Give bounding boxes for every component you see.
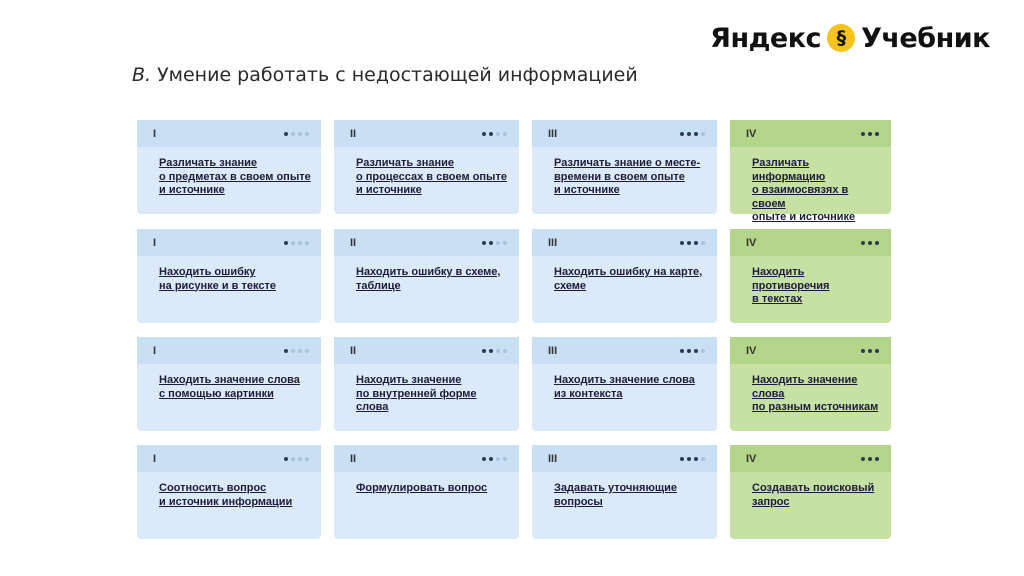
level-dots-icon	[284, 132, 309, 136]
level-dot	[875, 457, 879, 461]
level-dots-icon	[284, 241, 309, 245]
level-label: II	[350, 236, 357, 249]
skill-link[interactable]: Находить значение слова из контекста	[554, 374, 695, 400]
level-dots-icon	[861, 241, 879, 245]
level-dots-icon	[861, 132, 879, 136]
level-dots-icon	[680, 241, 705, 245]
skill-card[interactable]	[334, 445, 519, 539]
skill-card[interactable]	[137, 229, 321, 323]
level-dots-icon	[680, 349, 705, 353]
level-dots-icon	[861, 349, 879, 353]
skill-card[interactable]	[532, 120, 717, 214]
level-dot	[305, 241, 309, 245]
level-dot	[861, 349, 865, 353]
level-dot	[284, 457, 288, 461]
slide-title-letter: B.	[132, 64, 152, 86]
skill-link[interactable]: Различать знание о предметах в своем опыте и источнике	[159, 157, 311, 196]
level-dot	[291, 132, 295, 136]
skill-link[interactable]: Находить значение слова по разным источникам	[752, 374, 879, 413]
level-dot	[680, 457, 684, 461]
level-dot	[680, 132, 684, 136]
skill-card[interactable]	[334, 120, 519, 214]
skill-card[interactable]	[532, 337, 717, 431]
level-dot	[482, 132, 486, 136]
level-label: III	[548, 452, 558, 465]
level-dot	[687, 241, 691, 245]
level-dot	[701, 132, 705, 136]
level-label: III	[548, 344, 558, 357]
skill-link[interactable]: Различать знание о процессах в своем опыте и источнике	[356, 157, 507, 196]
level-label: I	[153, 127, 157, 140]
level-dot	[503, 349, 507, 353]
level-dot	[868, 349, 872, 353]
level-dot	[861, 132, 865, 136]
skill-card-header	[730, 445, 891, 472]
level-label: I	[153, 344, 157, 357]
level-dots-icon	[680, 457, 705, 461]
level-dot	[694, 457, 698, 461]
logo-emblem-icon: §	[827, 24, 855, 52]
skill-card[interactable]	[137, 120, 321, 214]
skill-link[interactable]: Находить значение по внутренней форме слова	[356, 374, 477, 413]
level-dot	[496, 349, 500, 353]
skill-card[interactable]	[532, 445, 717, 539]
level-dot	[291, 241, 295, 245]
level-dot	[489, 241, 493, 245]
level-dot	[284, 241, 288, 245]
level-label: II	[350, 127, 357, 140]
skill-card[interactable]	[532, 229, 717, 323]
logo-text-left: Яндекс	[710, 22, 822, 54]
level-dots-icon	[482, 349, 507, 353]
skill-card[interactable]	[334, 337, 519, 431]
skill-card-header	[730, 337, 891, 364]
skill-card-header	[137, 337, 321, 364]
skill-card-header	[334, 120, 519, 147]
level-label: IV	[746, 236, 757, 249]
skill-link[interactable]: Находить ошибку в схеме, таблице	[356, 266, 501, 292]
skill-link[interactable]: Различать информацию о взаимосвязях в своем опыте и источнике	[752, 157, 856, 223]
level-dot	[305, 457, 309, 461]
level-dot	[298, 132, 302, 136]
skill-link[interactable]: Находить значение слова с помощью картинки	[159, 374, 300, 400]
skill-link[interactable]: Находить ошибку на рисунке и в тексте	[159, 266, 276, 292]
level-dot	[496, 132, 500, 136]
level-dot	[861, 457, 865, 461]
level-dot	[680, 349, 684, 353]
level-dot	[298, 349, 302, 353]
level-label: II	[350, 452, 357, 465]
skill-card[interactable]	[730, 229, 891, 323]
level-label: IV	[746, 344, 757, 357]
level-dot	[482, 349, 486, 353]
skill-card[interactable]	[137, 337, 321, 431]
skill-card-header	[730, 229, 891, 256]
level-dot	[298, 241, 302, 245]
level-dot	[868, 132, 872, 136]
skill-card[interactable]	[730, 120, 891, 223]
level-label: I	[153, 452, 157, 465]
level-dot	[687, 349, 691, 353]
level-dot	[694, 132, 698, 136]
skill-link[interactable]: Задавать уточняющие вопросы	[554, 482, 677, 508]
level-dot	[875, 241, 879, 245]
level-dot	[701, 241, 705, 245]
skill-card-header	[334, 337, 519, 364]
level-dot	[701, 457, 705, 461]
level-dot	[503, 241, 507, 245]
level-dot	[503, 132, 507, 136]
level-label: III	[548, 236, 558, 249]
level-dot	[489, 457, 493, 461]
level-dot	[482, 241, 486, 245]
level-dots-icon	[284, 457, 309, 461]
level-dot	[305, 349, 309, 353]
skill-card[interactable]	[730, 337, 891, 431]
skill-card-header	[137, 445, 321, 472]
skill-card[interactable]	[137, 445, 321, 539]
level-label: IV	[746, 127, 757, 140]
level-dot	[503, 457, 507, 461]
level-dot	[482, 457, 486, 461]
level-dot	[875, 349, 879, 353]
level-label: IV	[746, 452, 757, 465]
level-dot	[687, 457, 691, 461]
level-dot	[291, 349, 295, 353]
skill-link[interactable]: Создавать поисковый запрос	[752, 482, 875, 508]
skill-card[interactable]	[334, 229, 519, 323]
skill-card-header	[532, 337, 717, 364]
level-label: II	[350, 344, 357, 357]
skill-card-header	[334, 445, 519, 472]
level-dot	[868, 241, 872, 245]
level-label: I	[153, 236, 157, 249]
skill-card-header	[532, 229, 717, 256]
logo-text-right: Учебник	[861, 22, 990, 54]
level-dots-icon	[861, 457, 879, 461]
skill-card-header	[334, 229, 519, 256]
level-dot	[694, 241, 698, 245]
level-dot	[489, 349, 493, 353]
level-label: III	[548, 127, 558, 140]
level-dot	[298, 457, 302, 461]
level-dot	[496, 457, 500, 461]
skill-card-header	[730, 120, 891, 147]
level-dot	[694, 349, 698, 353]
level-dots-icon	[680, 132, 705, 136]
skill-card-header	[137, 120, 321, 147]
level-dot	[489, 132, 493, 136]
level-dot	[284, 132, 288, 136]
skill-card[interactable]	[730, 445, 891, 539]
skill-card-header	[137, 229, 321, 256]
level-dots-icon	[284, 349, 309, 353]
level-dot	[875, 132, 879, 136]
slide-title-text: Умение работать с недостающей информацией	[157, 64, 638, 86]
level-dots-icon	[482, 132, 507, 136]
level-dot	[291, 457, 295, 461]
level-dot	[496, 241, 500, 245]
skill-link[interactable]: Соотносить вопрос и источник информации	[159, 482, 293, 508]
skill-link[interactable]: Находить ошибку на карте, схеме	[554, 266, 703, 292]
skill-link[interactable]: Находить противоречия в текстах	[752, 266, 830, 305]
level-dot	[868, 457, 872, 461]
level-dot	[861, 241, 865, 245]
level-dot	[680, 241, 684, 245]
skill-link[interactable]: Различать знание о месте- времени в своем опыте и источнике	[554, 157, 701, 196]
level-dot	[284, 349, 288, 353]
skill-card-header	[532, 445, 717, 472]
level-dots-icon	[482, 241, 507, 245]
level-dot	[701, 349, 705, 353]
level-dot	[687, 132, 691, 136]
level-dot	[305, 132, 309, 136]
level-dots-icon	[482, 457, 507, 461]
skill-card-header	[532, 120, 717, 147]
skill-link[interactable]: Формулировать вопрос	[356, 482, 488, 494]
